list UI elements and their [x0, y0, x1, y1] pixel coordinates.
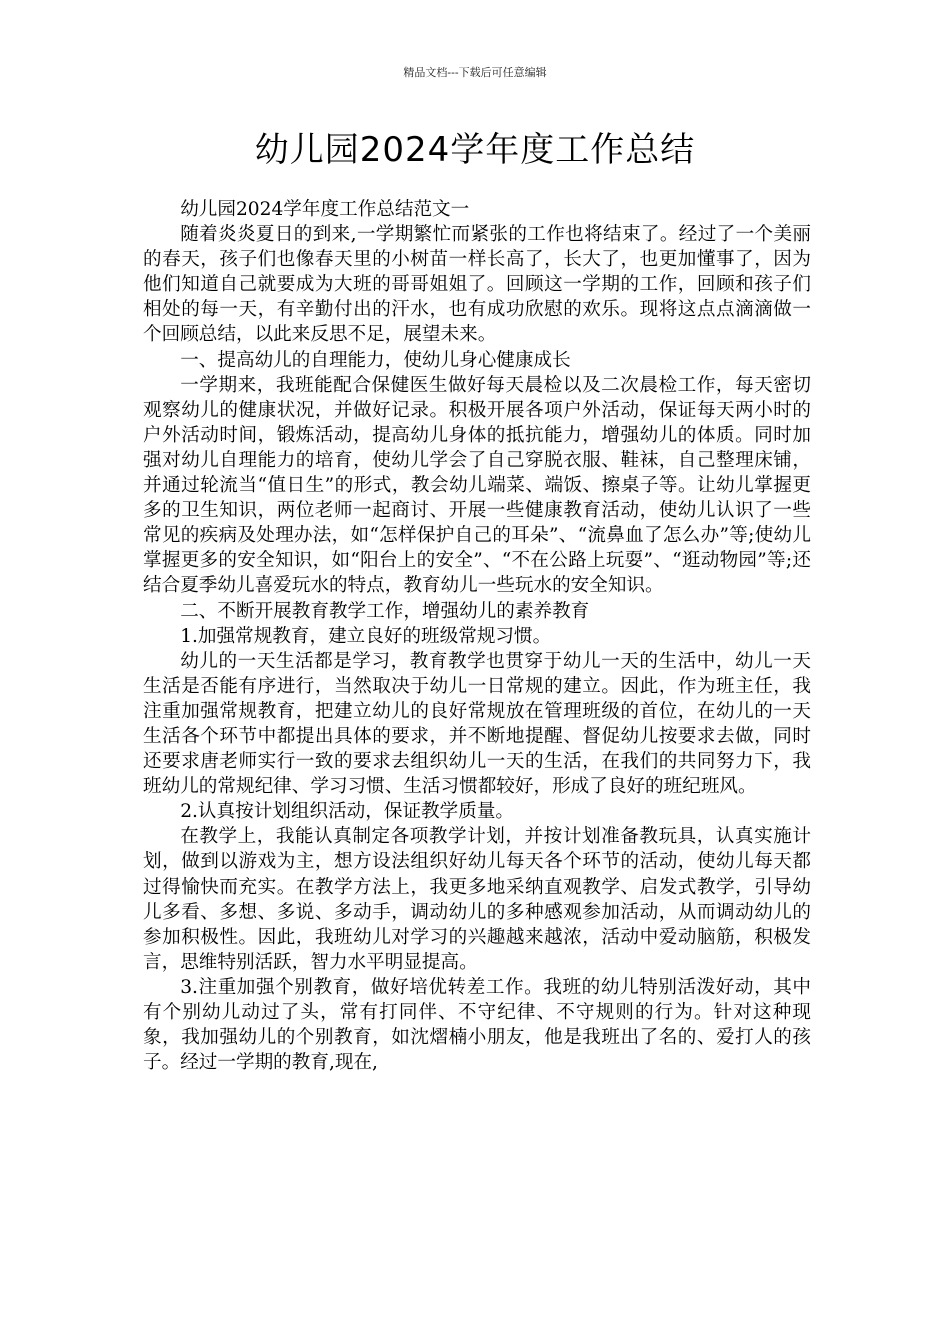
- document-title: 幼儿园2024学年度工作总结: [254, 130, 696, 170]
- subtitle-paragraph: 幼儿园2024学年度工作总结范文一: [180, 199, 470, 220]
- body-paragraph: 一学期来，我班能配合保健医生做好每天晨检以及二次晨检工作，每天密切观察幼儿的健康状况，并做好记录。积极开展各项户外活动，保证每天两小时的户外活动时间，锻炼活动，提高幼儿身体的抵抗能力，增强幼儿的体质。同时加强对幼儿自理能力的培育，使幼儿学会了自己穿脱衣服、鞋袜，自己整理床铺，并通过轮流当“值日生”的形式，教会幼儿端菜、端饭、擦桌子等。让幼儿掌握更多的卫生知识，两位老师一起商讨、开展一些健康教育活动，使幼儿认识了一些常见的疾病及处理办法，如“怎样保护自己的耳朵”、“流鼻血了怎么办”等;使幼儿掌握更多的安全知识，如“阳台上的安全”、“不在公路上玩耍”、“逛动物园”等;还结合夏季幼儿喜爱玩水的特点，教育幼儿一些玩水的安全知识。: [143, 374, 811, 597]
- page-header-note: 精品文档---下载后可任意编辑: [403, 66, 547, 79]
- section-heading-1: 一、提高幼儿的自理能力，使幼儿身心健康成长: [180, 349, 571, 371]
- document-body: [143, 197, 811, 1075]
- subsection-heading-2: 2.认真按计划组织活动，保证教学质量。: [180, 801, 515, 823]
- section-heading-2: 二、不断开展教育教学工作，增强幼儿的素养教育: [180, 600, 590, 622]
- body-paragraph: 幼儿的一天生活都是学习，教育教学也贯穿于幼儿一天的生活中，幼儿一天生活是否能有序进行，当然取决于幼儿一日常规的建立。因此，作为班主任，我注重加强常规教育，把建立幼儿的良好常规放在管理班级的首位，在幼儿的一天生活各个环节中都提出具体的要求，并不断地提醒、督促幼儿按要求去做，同时还要求唐老师实行一致的要求去组织幼儿一天的生活，在我们的共同努力下，我班幼儿的常规纪律、学习习惯、生活习惯都较好，形成了良好的班纪班风。: [143, 650, 811, 798]
- intro-paragraph: 随着炎炎夏日的到来,一学期繁忙而紧张的工作也将结束了。经过了一个美丽的春天，孩子们也像春天里的小树苗一样长高了，长大了，也更加懂事了，因为他们知道自己就要成为大班的哥哥姐姐了。回顾这一学期的工作，回顾和孩子们相处的每一天，有辛勤付出的汗水，也有成功欣慰的欢乐。现将这点点滴滴做一个回顾总结，以此来反思不足，展望未来。: [143, 224, 811, 346]
- body-paragraph: 在教学上，我能认真制定各项教学计划，并按计划准备教玩具，认真实施计划，做到以游戏为主，想方设法组织好幼儿每天各个环节的活动，使幼儿每天都过得愉快而充实。在教学方法上，我更多地采纳直观教学、启发式教学，引导幼儿多看、多想、多说、多动手，调动幼儿的多种感观参加活动，从而调动幼儿的参加积极性。因此，我班幼儿对学习的兴趣越来越浓，活动中爱动脑筋，积极发言，思维特别活跃，智力水平明显提高。: [143, 826, 811, 973]
- subsection-heading-1: 1.加强常规教育，建立良好的班级常规习惯。: [180, 625, 552, 647]
- body-paragraph: 3.注重加强个别教育，做好培优转差工作。我班的幼儿特别活泼好动，其中有个别幼儿动过了头，常有打同伴、不守纪律、不守规则的行为。针对这种现象，我加强幼儿的个别教育，如沈熠楠小朋友，他是我班出了名的、爱打人的孩子。经过一学期的教育,现在,: [143, 976, 811, 1074]
